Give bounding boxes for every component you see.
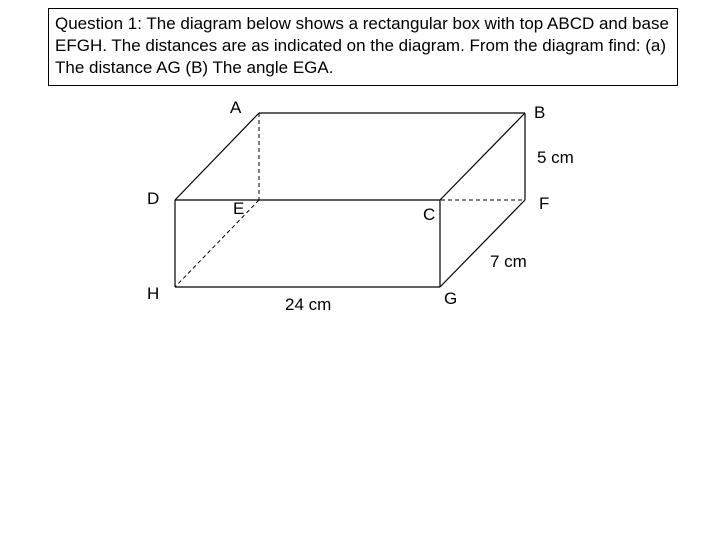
label-C: C xyxy=(423,205,436,224)
label-B: B xyxy=(534,103,546,122)
edge-GF xyxy=(440,200,525,287)
dimension-length: 24 cm xyxy=(285,295,332,314)
label-D: D xyxy=(147,189,160,208)
edge-BC xyxy=(440,113,525,200)
label-E: E xyxy=(233,199,245,218)
edge-EH-hidden xyxy=(175,200,259,287)
edge-AD xyxy=(175,113,259,200)
dimension-height: 5 cm xyxy=(537,148,574,167)
label-A: A xyxy=(230,98,242,117)
label-F: F xyxy=(539,194,550,213)
dimension-width: 7 cm xyxy=(490,252,527,271)
label-H: H xyxy=(147,284,160,303)
question-text: Question 1: The diagram below shows a rectangular box with top ABCD and base EFGH. The distances are as indicated on the diagram. From the diagram find: (a) The distance AG (B) The angle EGA. xyxy=(55,14,669,77)
label-G: G xyxy=(444,289,458,308)
